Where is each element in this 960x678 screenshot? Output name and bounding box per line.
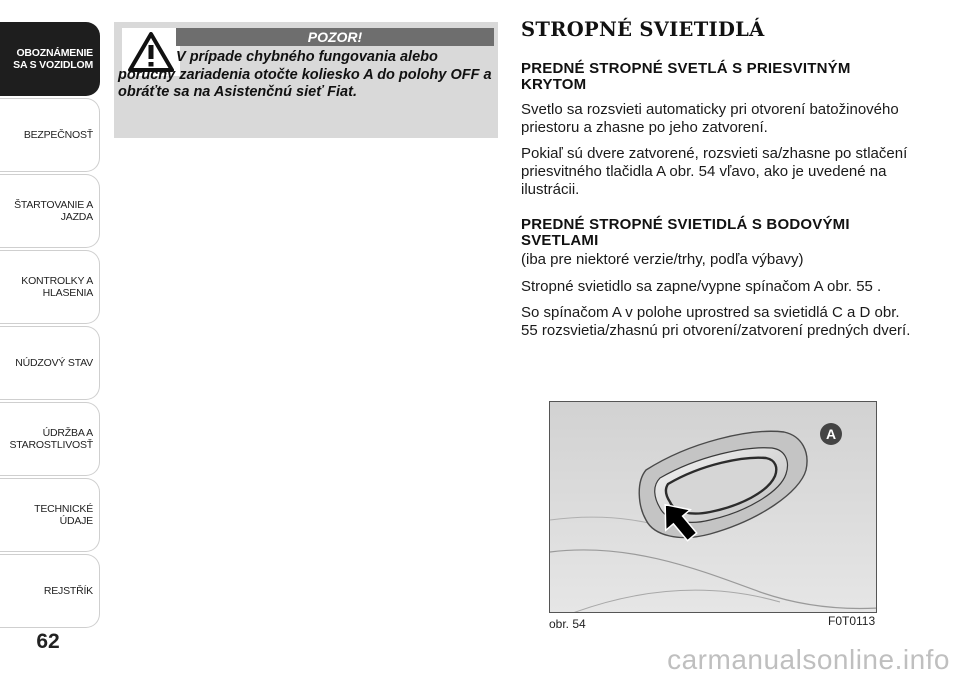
tab-bezpecnost[interactable] [0,98,100,172]
section-heading-2: PREDNÉ STROPNÉ SVIETIDLÁ S BODOVÝMI SVETLAMI [521,216,850,249]
tab-kontrolky[interactable] [0,250,100,324]
paragraph: Svetlo sa rozsvieti automaticky pri otvorení batožinového priestoru a zhasne po jeho zatvorení. [521,101,899,136]
tab-startovanie[interactable] [0,174,100,248]
tab-label: TECHNICKÉ ÚDAJE [34,503,93,527]
warning-box [114,22,498,138]
tab-technicke-udaje[interactable] [0,478,100,552]
tab-nudzovy-stav[interactable] [0,326,100,400]
ceiling-light-illustration [550,402,877,613]
watermark: carmanualsonline.info [667,644,950,675]
tab-label: NÚDZOVÝ STAV [15,357,93,369]
tab-label: REJSTŘÍK [43,585,93,597]
paragraph: Stropné svietidlo sa zapne/vypne spínačom A obr. 55 . [521,278,882,295]
figure-caption: obr. 54 [549,617,586,631]
paragraph: Pokiaľ sú dvere zatvorené, rozsvieti sa/zhasne po stlačení priesvitného tlačidla A obr. 54 vľavo, ako je uvedené na ilustrácii. [521,145,908,198]
tab-label: KONTROLKY A HLASENIA [21,275,93,299]
tab-label: ŠTARTOVANIE A JAZDA [14,199,93,223]
section-note: (iba pre niektoré verzie/trhy, podľa výbavy) [521,251,804,268]
warning-text: V prípade chybného fungovania alebo poruchy zariadenia otočte koliesko A do polohy OFF a obráťte sa na Asistenčnú sieť Fiat. [118,49,492,100]
tab-udrzba[interactable] [0,402,100,476]
tab-rejstrik[interactable] [0,554,100,628]
tab-oboznamenie[interactable] [0,22,100,96]
section-heading-1: PREDNÉ STROPNÉ SVETLÁ S PRIESVITNÝM KRYTOM [521,60,851,93]
figure-label-a: A [825,426,837,442]
tab-label: OBOZNÁMENIE SA S VOZIDLOM [13,47,93,71]
page-title: STROPNÉ SVIETIDLÁ [521,18,765,41]
tab-label: BEZPEČNOSŤ [23,129,93,141]
paragraph: So spínačom A v polohe uprostred sa svietidlá C a D obr. 55 rozsvietia/zhasnú pri otvorení/zatvorení predných dverí. [521,304,911,339]
figure-code: F0T0113 [828,614,876,628]
warning-title: POZOR! [176,28,494,46]
page-number: 62 [36,630,60,653]
content-column [521,18,911,340]
figure-ceiling-light [549,401,877,613]
tab-label: ÚDRŽBA A STAROSTLIVOSŤ [9,427,93,451]
